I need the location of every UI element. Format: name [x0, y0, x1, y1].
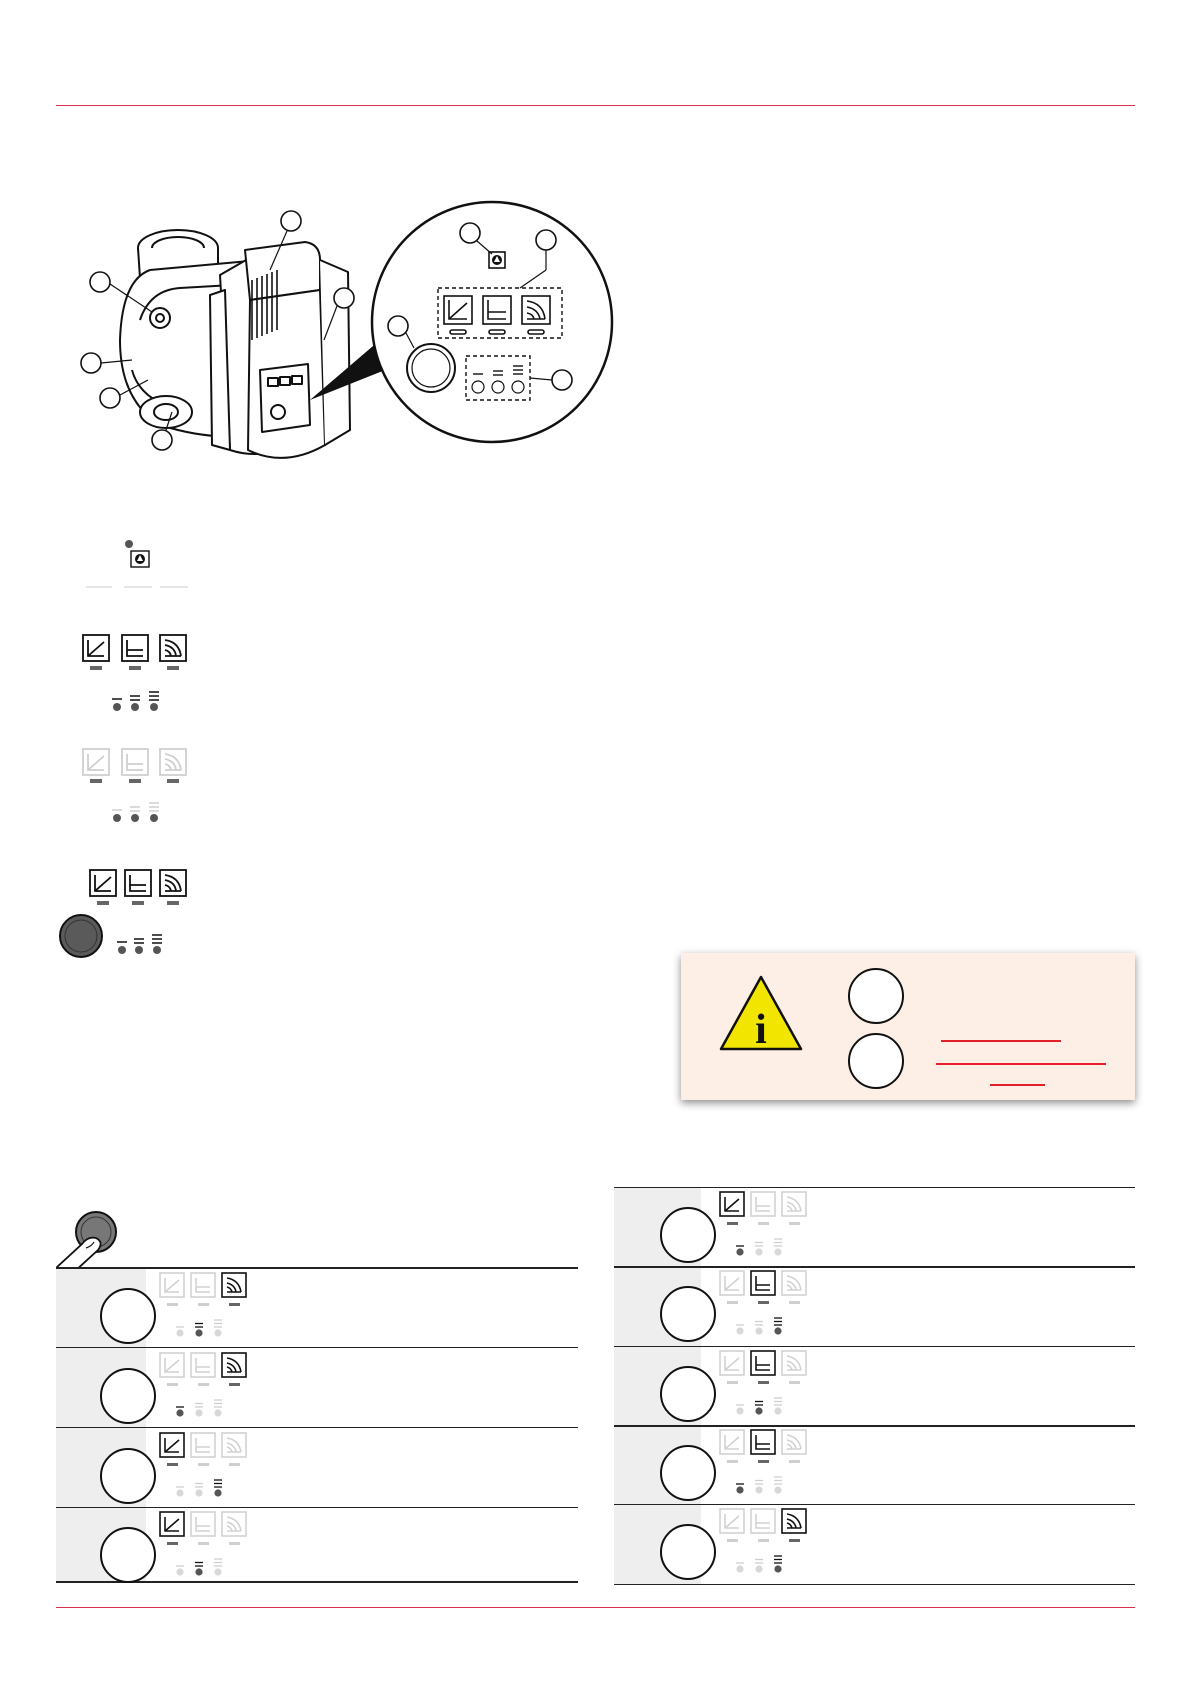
speed-led — [736, 1565, 743, 1572]
constant-speed-icon — [222, 1512, 246, 1545]
constant-pressure-icon — [751, 1192, 775, 1225]
speed-led — [195, 1409, 202, 1416]
table-right-divider — [614, 1266, 1135, 1268]
setting-panel — [718, 1268, 818, 1338]
speed-led — [176, 1489, 183, 1496]
info-step-circle — [848, 968, 904, 1024]
speed-led — [774, 1486, 781, 1493]
setting-step-circle — [660, 1366, 716, 1422]
setting-panel — [718, 1348, 818, 1418]
speed-led — [755, 1407, 762, 1414]
constant-pressure-icon — [191, 1353, 215, 1386]
constant-speed-icon — [222, 1433, 246, 1466]
speed-led — [195, 1489, 202, 1496]
table-right-divider — [614, 1504, 1135, 1505]
control-panel-active — [80, 633, 200, 723]
constant-pressure-icon — [191, 1273, 215, 1306]
variable-pressure-icon — [160, 1433, 184, 1466]
mode-icons-button — [58, 868, 208, 968]
variable-pressure-icon — [160, 1273, 184, 1306]
control-panel-with-button — [58, 868, 208, 968]
table-right-divider — [614, 1584, 1135, 1585]
speed-led — [755, 1248, 762, 1255]
speed-led — [736, 1248, 743, 1255]
variable-pressure-icon — [160, 1512, 184, 1545]
info-link-underline[interactable] — [936, 1063, 1106, 1065]
speed-led — [214, 1489, 221, 1496]
setting-step-circle — [660, 1445, 716, 1501]
speed-led — [755, 1486, 762, 1493]
constant-pressure-icon — [191, 1433, 215, 1466]
speed-led — [774, 1407, 781, 1414]
setting-step-circle — [100, 1448, 156, 1504]
speed-led — [774, 1565, 781, 1572]
setting-panel — [158, 1270, 258, 1340]
mode-icons-active — [80, 633, 200, 723]
warning-info-icon — [717, 973, 805, 1053]
info-step-circle — [848, 1033, 904, 1089]
speed-led — [214, 1409, 221, 1416]
variable-pressure-icon — [720, 1192, 744, 1225]
setting-panel — [158, 1509, 258, 1579]
setting-step-circle — [100, 1288, 156, 1344]
variable-pressure-icon — [720, 1351, 744, 1384]
control-panel-inactive — [80, 747, 200, 837]
setting-step-circle — [100, 1527, 156, 1583]
speed-led — [214, 1329, 221, 1336]
speed-led — [176, 1568, 183, 1575]
info-box — [681, 953, 1135, 1100]
speed-led — [195, 1568, 202, 1575]
constant-pressure-icon — [751, 1271, 775, 1304]
pump-drawing — [80, 200, 620, 490]
speed-led — [736, 1486, 743, 1493]
setting-step-circle — [660, 1207, 716, 1263]
setting-panel — [158, 1430, 258, 1500]
table-left-divider — [56, 1507, 578, 1508]
speed-led — [774, 1327, 781, 1334]
constant-pressure-icon — [751, 1351, 775, 1384]
table-left-divider — [56, 1267, 578, 1269]
setting-panel — [718, 1506, 818, 1576]
table-right-divider — [614, 1346, 1135, 1347]
constant-speed-icon — [222, 1273, 246, 1306]
constant-speed-icon — [782, 1192, 806, 1225]
speed-led — [755, 1565, 762, 1572]
setting-panel — [718, 1189, 818, 1259]
mode-icons-inactive — [80, 747, 200, 837]
constant-speed-icon — [222, 1353, 246, 1386]
setting-panel — [158, 1350, 258, 1420]
constant-pressure-icon — [751, 1430, 775, 1463]
footer-rule — [56, 1607, 1135, 1608]
speed-led — [774, 1248, 781, 1255]
speed-led — [176, 1329, 183, 1336]
constant-speed-icon — [782, 1509, 806, 1542]
constant-speed-icon — [782, 1430, 806, 1463]
constant-speed-icon — [782, 1271, 806, 1304]
finger-press-icon — [56, 1210, 126, 1272]
constant-pressure-icon — [191, 1512, 215, 1545]
speed-led — [755, 1327, 762, 1334]
variable-pressure-icon — [720, 1509, 744, 1542]
info-link-underline[interactable] — [941, 1040, 1061, 1042]
setting-step-circle — [660, 1286, 716, 1342]
table-right-divider — [614, 1187, 1135, 1188]
setting-panel — [718, 1427, 818, 1497]
led-indicator-icon — [80, 536, 200, 592]
variable-pressure-icon — [160, 1353, 184, 1386]
info-link-underline[interactable] — [990, 1084, 1045, 1086]
table-right-divider — [614, 1425, 1135, 1427]
table-left-divider — [56, 1427, 578, 1428]
variable-pressure-icon — [720, 1271, 744, 1304]
constant-pressure-icon — [751, 1509, 775, 1542]
header-rule — [56, 105, 1135, 106]
speed-led — [195, 1329, 202, 1336]
speed-led — [176, 1409, 183, 1416]
setting-step-circle — [100, 1368, 156, 1424]
variable-pressure-icon — [720, 1430, 744, 1463]
constant-speed-icon — [782, 1351, 806, 1384]
svg-text:i: i — [755, 1007, 767, 1053]
speed-led — [736, 1327, 743, 1334]
speed-led — [736, 1407, 743, 1414]
table-left-divider — [56, 1347, 578, 1348]
setting-step-circle — [660, 1524, 716, 1580]
speed-led — [214, 1568, 221, 1575]
